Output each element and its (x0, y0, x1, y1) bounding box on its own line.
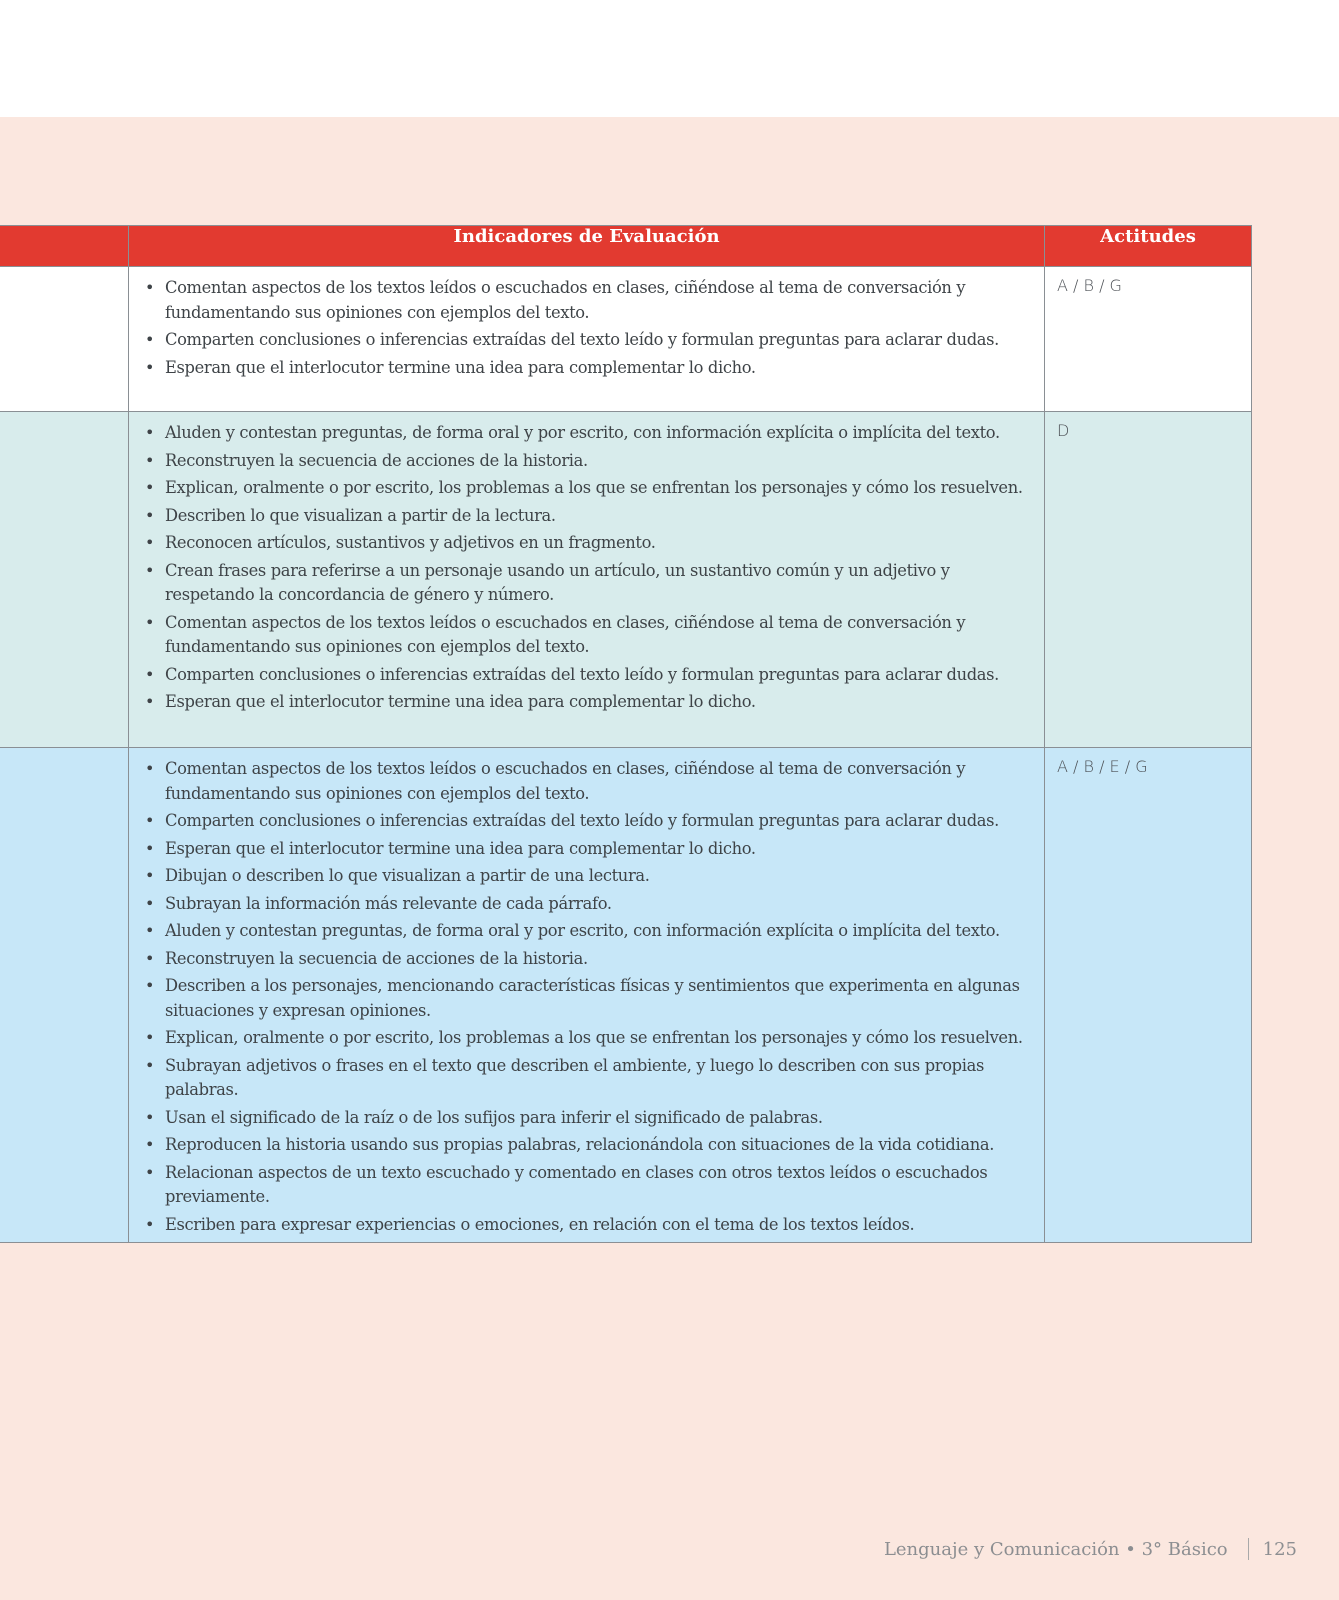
bullet-icon: • (145, 1162, 155, 1182)
bullet-icon: • (145, 330, 155, 349)
attitudes-cell: A / B / G (1045, 267, 1252, 412)
indicator-text: Dibujan o describen lo que visualizan a partir de una lectura. (165, 866, 650, 885)
indicator-list (141, 757, 1032, 1237)
bullet-icon: • (145, 976, 155, 995)
indicators-cell (129, 412, 1045, 748)
indicator-item (141, 837, 1032, 862)
indicator-item (141, 892, 1032, 917)
indicator-item (141, 1054, 1032, 1103)
indicator-item (141, 974, 1032, 1023)
table-row (0, 748, 1252, 1243)
indicator-item (141, 663, 1032, 688)
footer-divider (1248, 1538, 1249, 1560)
indicator-item (141, 1213, 1032, 1238)
indicator-item (141, 449, 1032, 474)
bullet-icon: • (145, 759, 155, 778)
bullet-icon: • (145, 1028, 155, 1047)
bullet-icon: • (145, 1135, 155, 1154)
indicator-text: Escriben para expresar experiencias o emociones, en relación con el tema de los textos leídos. (165, 1214, 915, 1234)
indicator-item (141, 276, 1032, 325)
indicator-text: Esperan que el interlocutor termine una idea para complementar lo dicho. (165, 838, 756, 858)
indicator-text: Esperan que el interlocutor termine una idea para complementar lo dicho. (165, 357, 756, 377)
indicator-text: Comentan aspectos de los textos leídos o escuchados en clases, ciñéndose al tema de conversación y fundamentando sus opiniones con ejemplos del texto. (165, 759, 966, 803)
indicator-text: Subrayan la información más relevante de cada párrafo. (165, 893, 612, 913)
table-header-row (0, 226, 1252, 267)
indicator-text: Relacionan aspectos de un texto escuchado y comentado en clases con otros textos leídos o escuchados previamente. (165, 1162, 988, 1206)
bullet-icon: • (145, 811, 155, 830)
indicator-item (141, 1161, 1032, 1210)
indicator-text: Aluden y contestan preguntas, de forma oral y por escrito, con información explícita o implícita del texto. (165, 921, 1000, 940)
bullet-icon: • (145, 893, 155, 913)
indicator-text: Comentan aspectos de los textos leídos o escuchados en clases, ciñéndose al tema de conversación y fundamentando sus opiniones con ejemplos del texto. (165, 278, 966, 322)
header-indicadores: Indicadores de Evaluación (129, 226, 1045, 267)
page-footer (884, 1538, 1297, 1560)
indicator-item (141, 864, 1032, 889)
indicator-text: Describen lo que visualizan a partir de la lectura. (165, 505, 556, 525)
indicators-cell (129, 748, 1045, 1243)
indicator-text: Crean frases para referirse a un personaje usando un artículo, un sustantivo común y un adjetivo y respetando la concordancia de género y número. (165, 560, 950, 604)
row-label-cell (0, 267, 129, 412)
indicator-text: Reproducen la historia usando sus propias palabras, relacionándola con situaciones de la vida cotidiana. (165, 1135, 995, 1154)
bullet-icon: • (145, 1107, 155, 1127)
indicator-item (141, 1133, 1032, 1158)
bullet-icon: • (145, 921, 155, 940)
indicator-item (141, 328, 1032, 353)
bullet-icon: • (145, 533, 155, 552)
bullet-icon: • (145, 948, 155, 968)
indicator-item (141, 531, 1032, 556)
indicator-list (141, 421, 1032, 715)
bullet-icon: • (145, 1214, 155, 1234)
bullet-icon: • (145, 664, 155, 684)
bullet-icon: • (145, 478, 155, 497)
indicator-item (141, 947, 1032, 972)
indicator-text: Reconstruyen la secuencia de acciones de la historia. (165, 948, 588, 968)
bullet-icon: • (145, 450, 155, 470)
footer-subject: Lenguaje y Comunicación • 3° Básico (883, 1538, 1228, 1560)
indicator-text: Comparten conclusiones o inferencias extraídas del texto leído y formulan preguntas para aclarar dudas. (165, 330, 999, 349)
header-actitudes: Actitudes (1045, 226, 1252, 267)
indicator-list (141, 276, 1032, 380)
attitudes-cell: D (1045, 412, 1252, 748)
table-row (0, 267, 1252, 412)
indicator-item (141, 809, 1032, 834)
table-row (0, 412, 1252, 748)
indicator-item (141, 757, 1032, 806)
indicator-item (141, 504, 1032, 529)
indicator-text: Comentan aspectos de los textos leídos o escuchados en clases, ciñéndose al tema de conversación y fundamentando sus opiniones con ejemplos del texto. (165, 612, 966, 656)
indicator-text: Aluden y contestan preguntas, de forma oral y por escrito, con información explícita o implícita del texto. (165, 423, 1000, 442)
indicator-text: Usan el significado de la raíz o de los sufijos para inferir el significado de palabras. (165, 1107, 823, 1127)
indicators-cell (129, 267, 1045, 412)
indicator-text: Reconocen artículos, sustantivos y adjetivos en un fragmento. (165, 533, 656, 552)
indicator-text: Explican, oralmente o por escrito, los problemas a los que se enfrentan los personajes y cómo los resuelven. (165, 1028, 1023, 1047)
bullet-icon: • (145, 357, 155, 377)
indicator-item (141, 476, 1032, 501)
indicator-text: Explican, oralmente o por escrito, los problemas a los que se enfrentan los personajes y cómo los resuelven. (165, 478, 1023, 497)
evaluation-table (0, 225, 1252, 1243)
indicator-item (141, 559, 1032, 608)
indicator-text: Reconstruyen la secuencia de acciones de la historia. (165, 450, 588, 470)
indicator-item (141, 611, 1032, 660)
indicator-text: Comparten conclusiones o inferencias extraídas del texto leído y formulan preguntas para aclarar dudas. (165, 811, 999, 830)
indicator-item (141, 690, 1032, 715)
bullet-icon: • (145, 1055, 155, 1075)
bullet-icon: • (145, 612, 155, 632)
bullet-icon: • (145, 560, 155, 580)
bullet-icon: • (145, 505, 155, 525)
indicator-text: Esperan que el interlocutor termine una idea para complementar lo dicho. (165, 692, 756, 711)
indicator-item (141, 356, 1032, 381)
bullet-icon: • (145, 838, 155, 858)
indicator-text: Subrayan adjetivos o frases en el texto que describen el ambiente, y luego lo describen con sus propias palabras. (165, 1055, 984, 1099)
indicator-item (141, 1026, 1032, 1051)
bullet-icon: • (145, 866, 155, 885)
indicator-item (141, 421, 1032, 446)
indicator-item (141, 919, 1032, 944)
row-label-cell (0, 412, 129, 748)
attitudes-cell: A / B / E / G (1045, 748, 1252, 1243)
indicator-text: Describen a los personajes, mencionando características físicas y sentimientos que experimenta en algunas situaciones y expresan opiniones. (165, 976, 1020, 1020)
indicator-item (141, 1106, 1032, 1131)
page-number: 125 (1262, 1538, 1297, 1560)
header-cell-blank (0, 226, 129, 267)
indicator-text: Comparten conclusiones o inferencias extraídas del texto leído y formulan preguntas para aclarar dudas. (165, 664, 999, 684)
bullet-icon: • (145, 423, 155, 442)
bullet-icon: • (145, 692, 155, 711)
bullet-icon: • (145, 278, 155, 297)
row-label-cell (0, 748, 129, 1243)
